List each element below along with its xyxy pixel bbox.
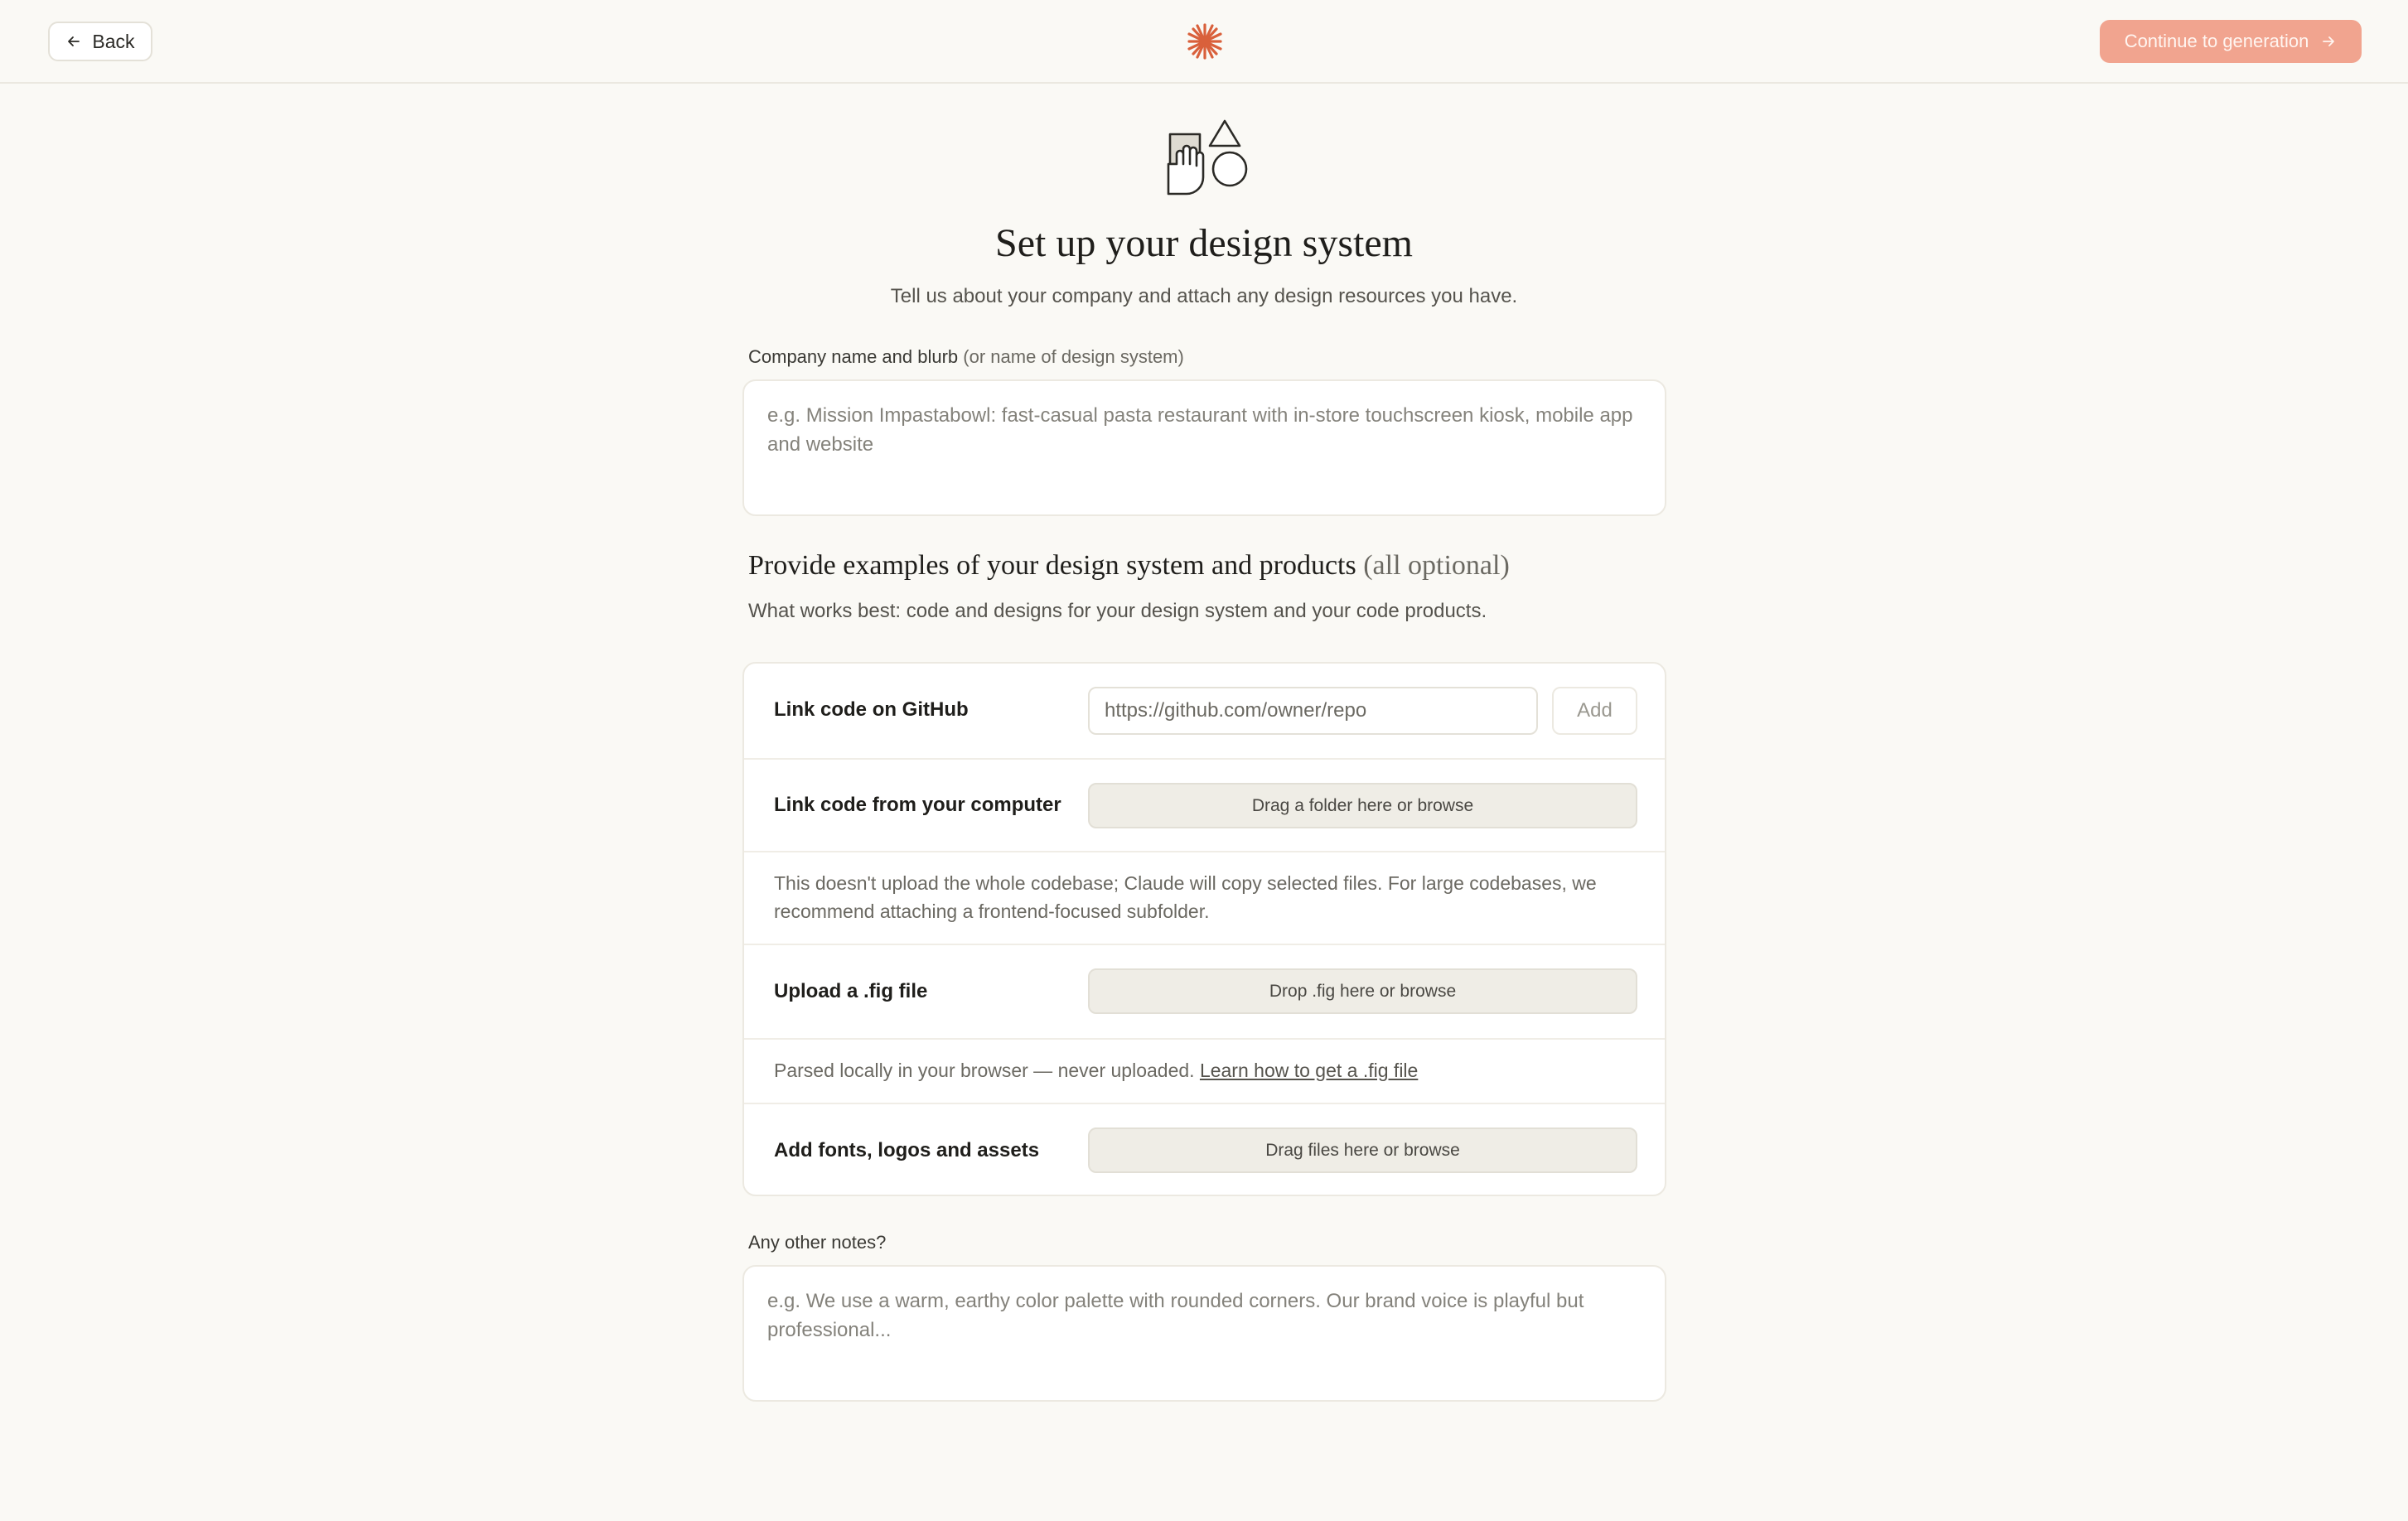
assets-label: Add fonts, logos and assets: [774, 1139, 1040, 1161]
assets-drop-zone[interactable]: Drag files here or browse: [1088, 1127, 1637, 1173]
continue-label: Continue to generation: [2124, 31, 2309, 51]
computer-row: [744, 760, 1665, 852]
learn-fig-link[interactable]: Learn how to get a .fig file: [1199, 1060, 1419, 1081]
page-title: Set up your design system: [995, 221, 1413, 265]
continue-to-generation-button[interactable]: [2100, 20, 2362, 63]
brand-logo-icon: [1187, 22, 1223, 61]
arrow-right-icon: [2320, 33, 2337, 50]
arrow-left-icon: [65, 33, 82, 50]
shapes-hand-icon: [1160, 116, 1251, 199]
assets-row: [744, 1104, 1665, 1198]
github-url-input[interactable]: https://github.com/owner/repo: [1088, 687, 1538, 735]
company-label-text: Company name and blurb: [748, 346, 959, 367]
computer-help-row: [744, 852, 1665, 945]
github-row: [744, 664, 1665, 760]
notes-input[interactable]: e.g. We use a warm, earthy color palette with rounded corners. Our brand voice is playful but professional...: [742, 1265, 1666, 1402]
fig-drop-zone[interactable]: Drop .fig here or browse: [1088, 968, 1637, 1014]
add-github-button[interactable]: Add: [1552, 687, 1637, 735]
folder-drop-zone[interactable]: Drag a folder here or browse: [1088, 783, 1637, 828]
company-blurb-input[interactable]: e.g. Mission Impastabowl: fast-casual pasta restaurant with in-store touchscreen kiosk, mobile app and website: [742, 379, 1666, 516]
notes-field-label: Any other notes?: [748, 1232, 887, 1253]
examples-section-subtitle: What works best: code and designs for your design system and your code products.: [748, 600, 1487, 622]
fig-help-text: Parsed locally in your browser — never uploaded.: [774, 1060, 1195, 1081]
company-field-label: [748, 346, 1184, 368]
back-label: Back: [92, 30, 135, 52]
company-label-hint: (or name of design system): [963, 346, 1184, 367]
top-bar: [0, 0, 2408, 84]
fig-help-row: [744, 1040, 1665, 1104]
examples-title-text: Provide examples of your design system and products: [748, 550, 1356, 581]
fig-row: [744, 945, 1665, 1040]
back-button[interactable]: [48, 22, 152, 61]
computer-label: Link code from your computer: [774, 794, 1061, 816]
page-subtitle: Tell us about your company and attach any design resources you have.: [890, 285, 1518, 307]
resources-card: [742, 662, 1666, 1196]
computer-help-text: This doesn't upload the whole codebase; Claude will copy selected files. For large codebases, we recommend attaching a frontend-focused subfolder.: [774, 872, 1597, 922]
fig-help: [774, 1056, 1636, 1084]
fig-label: Upload a .fig file: [774, 980, 928, 1002]
examples-title-hint: (all optional): [1363, 550, 1510, 581]
github-label: Link code on GitHub: [774, 698, 969, 721]
examples-section-title: [748, 550, 1510, 582]
